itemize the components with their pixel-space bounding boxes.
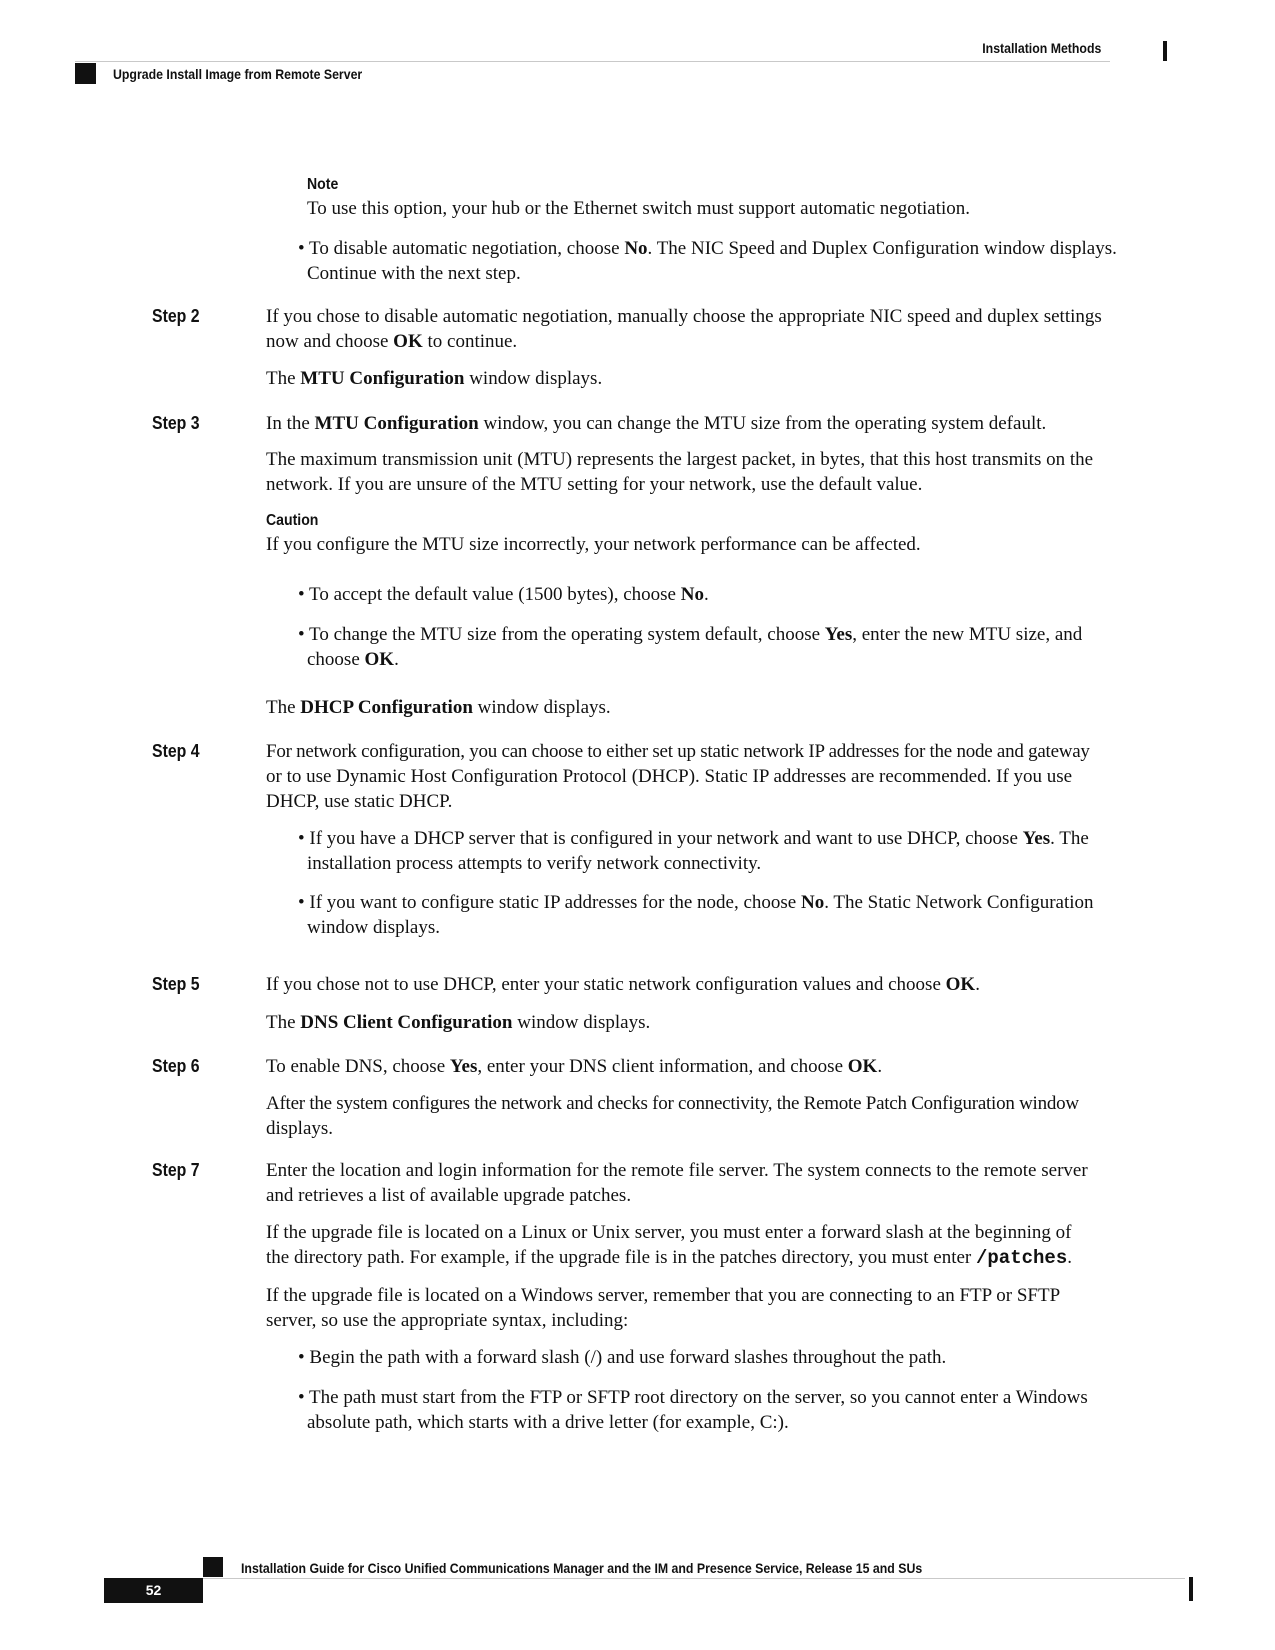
step-2-line1: If you chose to disable automatic negotiation, manually choose the appropriate NIC speed and duplex settings <box>266 306 1102 327</box>
step-3-line1: In the MTU Configuration window, you can change the MTU size from the operating system default. <box>266 413 1047 434</box>
step-7-bullet-root-directory-cont: absolute path, which starts with a drive letter (for example, C:). <box>307 1412 789 1433</box>
header-topic-title: Upgrade Install Image from Remote Server <box>113 66 363 82</box>
bullet-disable-negotiation-cont: Continue with the next step. <box>307 263 521 284</box>
step-3-bullet-change-mtu-cont: choose OK. <box>307 649 399 670</box>
step-4-bullet-static-no-cont: window displays. <box>307 917 440 938</box>
header-right-bar <box>1163 41 1167 61</box>
step-3-result: The DHCP Configuration window displays. <box>266 697 611 718</box>
bullet-disable-negotiation: • To disable automatic negotiation, choose No. The NIC Speed and Duplex Configuration window displays. <box>298 238 1117 259</box>
caution-label: Caution <box>266 512 319 529</box>
footer-block <box>203 1557 223 1577</box>
note-label: Note <box>307 176 339 193</box>
page-number: 52 <box>104 1578 203 1603</box>
caution-text: If you configure the MTU size incorrectly, your network performance can be affected. <box>266 534 921 555</box>
step-4-line2: or to use Dynamic Host Configuration Protocol (DHCP). Static IP addresses are recommended. If you use <box>266 766 1073 787</box>
step-5-result: The DNS Client Configuration window displays. <box>266 1012 651 1033</box>
step-5-line1: If you chose not to use DHCP, enter your static network configuration values and choose OK. <box>266 974 980 995</box>
step-4-bullet-dhcp-yes-cont: installation process attempts to verify network connectivity. <box>307 853 762 874</box>
step-3-bullet-change-mtu: • To change the MTU size from the operating system default, choose Yes, enter the new MTU size, and <box>298 624 1083 645</box>
step-7-line1: Enter the location and login information for the remote file server. The system connects to the remote server <box>266 1160 1088 1181</box>
step-3-p2-line2: network. If you are unsure of the MTU setting for your network, use the default value. <box>266 474 923 495</box>
footer-guide-title: Installation Guide for Cisco Unified Communications Manager and the IM and Presence Service, Release 15 and SUs <box>241 1560 923 1576</box>
step-7-bullet-root-directory: • The path must start from the FTP or SFTP root directory on the server, so you cannot enter a Windows <box>298 1387 1088 1408</box>
step-7-line2: and retrieves a list of available upgrade patches. <box>266 1185 632 1206</box>
step-6-p2-line2: displays. <box>266 1118 334 1139</box>
step-3-label: Step 3 <box>152 413 200 433</box>
step-3-p2-line1: The maximum transmission unit (MTU) represents the largest packet, in bytes, that this host transmits on the <box>266 449 1094 470</box>
code-patches: /patches <box>976 1247 1068 1269</box>
note-text: To use this option, your hub or the Ethernet switch must support automatic negotiation. <box>307 198 971 219</box>
step-2-label: Step 2 <box>152 306 200 326</box>
step-7-bullet-forward-slash: • Begin the path with a forward slash (/) and use forward slashes throughout the path. <box>298 1347 947 1368</box>
step-4-bullet-dhcp-yes: • If you have a DHCP server that is configured in your network and want to use DHCP, choose Yes. The <box>298 828 1089 849</box>
step-2-result: The MTU Configuration window displays. <box>266 368 603 389</box>
footer-rule <box>200 1578 1185 1579</box>
step-2-line2: now and choose OK to continue. <box>266 331 518 352</box>
step-7-label: Step 7 <box>152 1160 200 1180</box>
step-5-label: Step 5 <box>152 974 200 994</box>
step-6-label: Step 6 <box>152 1056 200 1076</box>
step-4-line3: DHCP, use static DHCP. <box>266 791 453 812</box>
step-3-bullet-accept-default: • To accept the default value (1500 bytes), choose No. <box>298 584 709 605</box>
header-rule <box>75 61 1110 62</box>
step-4-bullet-static-no: • If you want to configure static IP addresses for the node, choose No. The Static Network Configuration <box>298 892 1094 913</box>
header-left-block <box>75 63 96 84</box>
step-6-line1: To enable DNS, choose Yes, enter your DNS client information, and choose OK. <box>266 1056 883 1077</box>
header-section-title: Installation Methods <box>981 40 1101 56</box>
step-4-label: Step 4 <box>152 741 200 761</box>
footer-right-bar <box>1189 1577 1193 1601</box>
step-7-p3-line1: If the upgrade file is located on a Windows server, remember that you are connecting to an FTP or SFTP <box>266 1285 1061 1306</box>
step-7-p2-line2: the directory path. For example, if the upgrade file is in the patches directory, you must enter /patches. <box>266 1247 1072 1269</box>
step-7-p3-line2: server, so use the appropriate syntax, including: <box>266 1310 629 1331</box>
step-6-p2-line1: After the system configures the network and checks for connectivity, the Remote Patch Configuration window <box>266 1093 1079 1114</box>
step-7-p2-line1: If the upgrade file is located on a Linux or Unix server, you must enter a forward slash at the beginning of <box>266 1222 1072 1243</box>
step-4-line1: For network configuration, you can choose to either set up static network IP addresses for the node and gateway <box>266 741 1090 762</box>
